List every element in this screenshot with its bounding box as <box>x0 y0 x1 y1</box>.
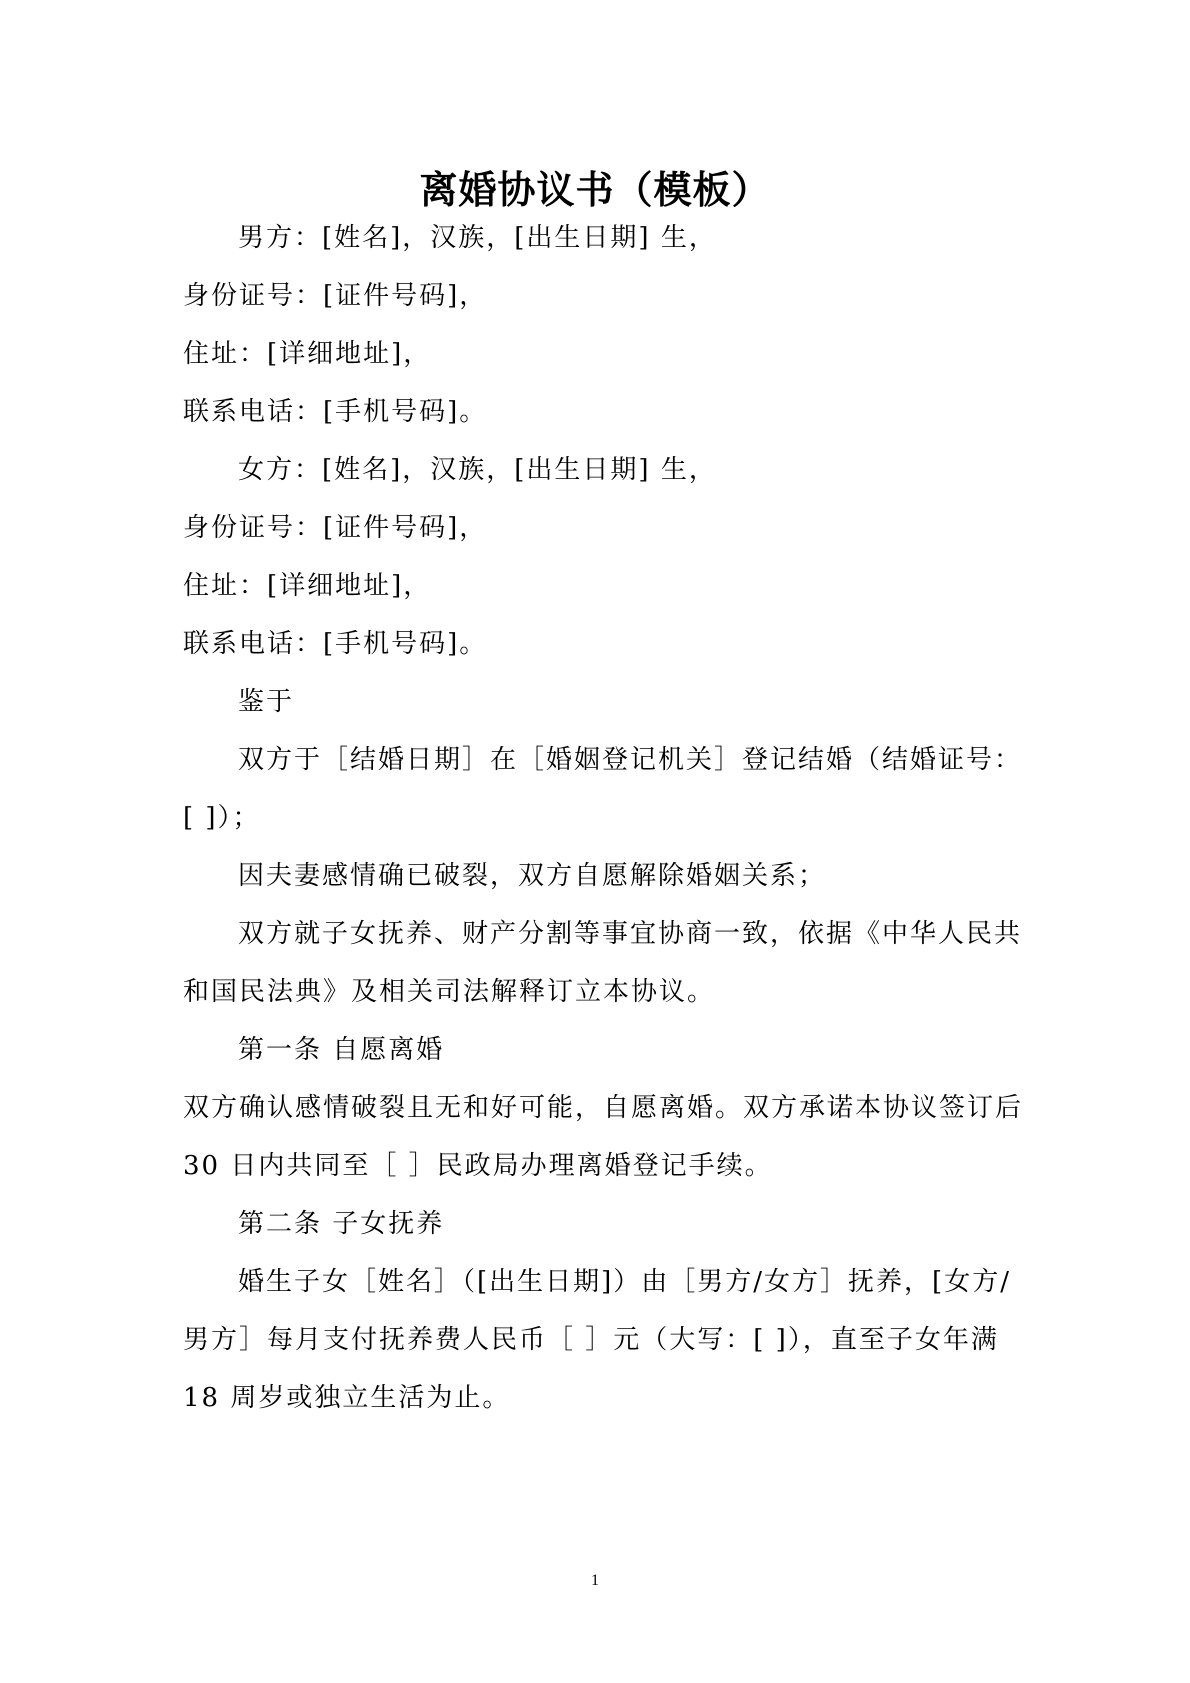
article2-heading: 第二条 子女抚养 <box>238 1209 445 1239</box>
recital-breakdown: 因夫妻感情确已破裂，双方自愿解除婚姻关系； <box>238 861 827 891</box>
recital-agreement-line1: 双方就子女抚养、财产分割等事宜协商一致，依据《中华人民共 <box>238 919 1023 949</box>
male-phone: 联系电话：[手机号码]。 <box>183 397 488 427</box>
male-address: 住址：[详细地址]， <box>183 339 432 369</box>
female-intro: 女方：[姓名]，汉族，[出生日期] 生， <box>238 455 717 485</box>
female-address: 住址：[详细地址]， <box>183 571 432 601</box>
document-title: 离婚协议书（模板） <box>419 168 771 212</box>
male-intro: 男方：[姓名]，汉族，[出生日期] 生， <box>238 223 717 253</box>
female-id: 身份证号：[证件号码]， <box>183 513 488 543</box>
article2-line2: 男方］每月支付抚养费人民币［ ］元（大写：[ ]），直至子女年满 <box>183 1325 999 1355</box>
article1-heading: 第一条 自愿离婚 <box>238 1035 445 1065</box>
male-id: 身份证号：[证件号码]， <box>183 281 488 311</box>
article1-line1: 双方确认感情破裂且无和好可能，自愿离婚。双方承诺本协议签订后 <box>183 1093 1024 1123</box>
page-number: 1 <box>591 1572 599 1589</box>
article2-line3: 18 周岁或独立生活为止。 <box>183 1383 511 1413</box>
recital-marriage-line2: [ ]）； <box>183 803 261 833</box>
recital-marriage-line1: 双方于［结婚日期］在［婚姻登记机关］登记结婚（结婚证号： <box>238 745 1023 775</box>
recital-agreement-line2: 和国民法典》及相关司法解释订立本协议。 <box>183 977 716 1007</box>
article2-line1: 婚生子女［姓名］（[出生日期]）由［男方/女方］抚养，[女方/ <box>238 1267 1011 1297</box>
recitals-heading: 鉴于 <box>238 687 295 717</box>
article1-line2: 30 日内共同至［ ］民政局办理离婚登记手续。 <box>183 1151 773 1181</box>
female-phone: 联系电话：[手机号码]。 <box>183 629 488 659</box>
